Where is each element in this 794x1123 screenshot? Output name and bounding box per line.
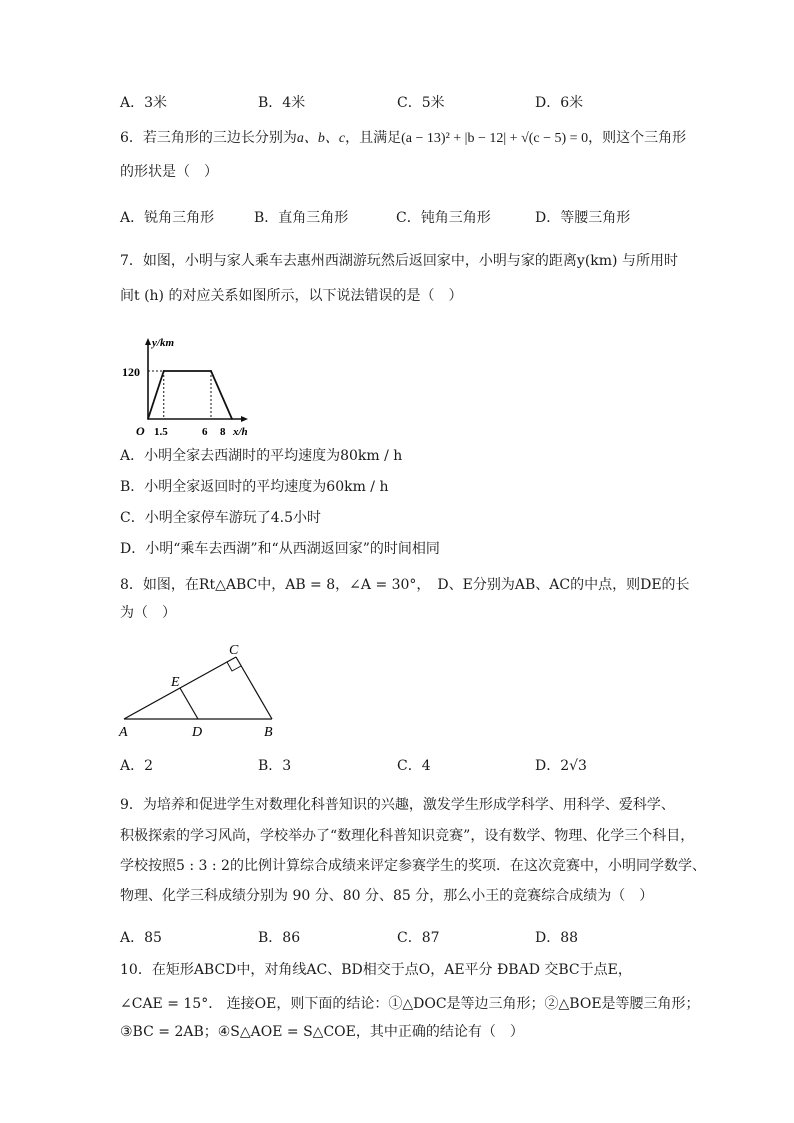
q9-option-a: A．85	[120, 930, 162, 946]
q8-stem-line2: 为（ ）	[120, 605, 176, 621]
q9-stem-line2: 积极探索的学习风尚，学校举办了“数理化科普知识竞赛”，设有数学、物理、化学三个科目，	[120, 828, 695, 844]
q8-triangle-figure	[112, 640, 292, 740]
q9-option-c: C．87	[397, 930, 440, 946]
q7-x-tick-6: 6	[202, 426, 208, 438]
q7-origin-label: O	[136, 424, 145, 438]
q7-y-axis-label: y/km	[152, 337, 174, 349]
q8-option-b: B．3	[258, 758, 292, 774]
q10-stem-line3: ③BC = 2AB；④S△AOE = S△COE，其中正确的结论有（ ）	[120, 1024, 524, 1040]
q7-option-a: A．小明全家去西湖时的平均速度为80km / h	[120, 448, 403, 464]
q8-stem-line1: 8．如图，在Rt△ABC中，AB = 8，∠A = 30°， D、E分别为AB、AC的中点，则DE的长	[120, 577, 690, 593]
q10-stem-line2: ∠CAE = 15°． 连接OE，则下面的结论：①△DOC是等边三角形；②△BOE是等腰三角形；	[120, 996, 700, 1012]
q7-distance-line	[148, 371, 232, 419]
q8-segment-de	[180, 688, 198, 719]
q7-x-axis-label: x/h	[233, 426, 248, 438]
q6-option-d: D．等腰三角形	[535, 210, 631, 226]
q7-stem-line1: 7．如图，小明与家人乘车去惠州西湖游玩然后返回家中，小明与家的距离y(km) 与所用时	[120, 253, 678, 269]
q9-options	[120, 928, 680, 948]
q8-label-a: A	[119, 725, 128, 740]
q6-formula: (a − 13)² + |b − 12| + √(c − 5) = 0	[401, 131, 589, 146]
q7-y-axis-arrow	[145, 338, 151, 345]
q8-right-angle-mark	[227, 662, 241, 671]
q6-vars: a、b、c	[296, 131, 346, 146]
q7-option-b: B．小明全家返回时的平均速度为60km / h	[120, 479, 389, 495]
q6-stem-line2: 的形状是（ ）	[120, 164, 218, 180]
q5-option-c: C．5米	[397, 95, 445, 111]
q7-x-tick-1.5: 1.5	[154, 426, 168, 438]
q7-option-c: C．小明全家停车游玩了4.5小时	[120, 510, 321, 526]
q8-label-e: E	[171, 675, 180, 690]
q9-option-d: D．88	[535, 930, 579, 946]
q8-label-d: D	[192, 725, 203, 740]
q9-stem-line4: 物理、化学三科成绩分别为 90 分、80 分、85 分，那么小王的竞赛综合成绩为（ ）	[120, 888, 654, 904]
q8-label-c: C	[229, 643, 239, 658]
q9-stem-line1: 9．为培养和促进学生对数理化科普知识的兴趣，激发学生形成学科学、用科学、爱科学、	[120, 797, 675, 813]
q6-option-b: B．直角三角形	[254, 210, 349, 226]
q8-options	[120, 756, 680, 776]
q6-options	[120, 208, 680, 228]
q8-side-bc	[236, 657, 272, 719]
q9-option-b: B．86	[258, 930, 301, 946]
q7-option-d: D．小明“乘车去西湖”和“从西湖返回家”的时间相同	[120, 541, 440, 557]
q8-option-d: D．2√3	[535, 758, 587, 774]
q6-stem-line1: 6．若三角形的三边长分别为a、b、c，且满足(a − 13)² + |b − 12| + √(c − 5) = 0，则这个三角形	[120, 130, 687, 146]
q7-graph	[120, 332, 260, 440]
q7-point-1	[163, 370, 165, 372]
q8-label-b: B	[264, 725, 273, 740]
q5-options	[120, 93, 680, 113]
q6-option-c: C．钝角三角形	[396, 210, 491, 226]
q7-point-2	[210, 370, 212, 372]
q10-stem-line1: 10．在矩形ABCD中，对角线AC、BD相交于点O，AE平分 ÐBAD 交BC于点E，	[120, 962, 632, 978]
q5-option-d: D．6米	[535, 95, 584, 111]
q7-stem-line2: 间t (h) 的对应关系如图所示，以下说法错误的是（ ）	[120, 288, 463, 304]
q7-x-axis-arrow	[241, 416, 248, 422]
q6-option-a: A．锐角三角形	[120, 210, 215, 226]
q7-x-tick-8: 8	[220, 426, 226, 438]
q8-option-a: A．2	[120, 758, 154, 774]
q5-option-a: A．3米	[120, 95, 168, 111]
q5-option-b: B．4米	[258, 95, 306, 111]
q9-stem-line3: 学校按照5 : 3 : 2的比例计算综合成绩来评定参赛学生的奖项．在这次竞赛中，小明同学数学、	[120, 858, 706, 874]
q7-y-tick-120: 120	[122, 365, 140, 379]
q8-option-c: C．4	[397, 758, 431, 774]
